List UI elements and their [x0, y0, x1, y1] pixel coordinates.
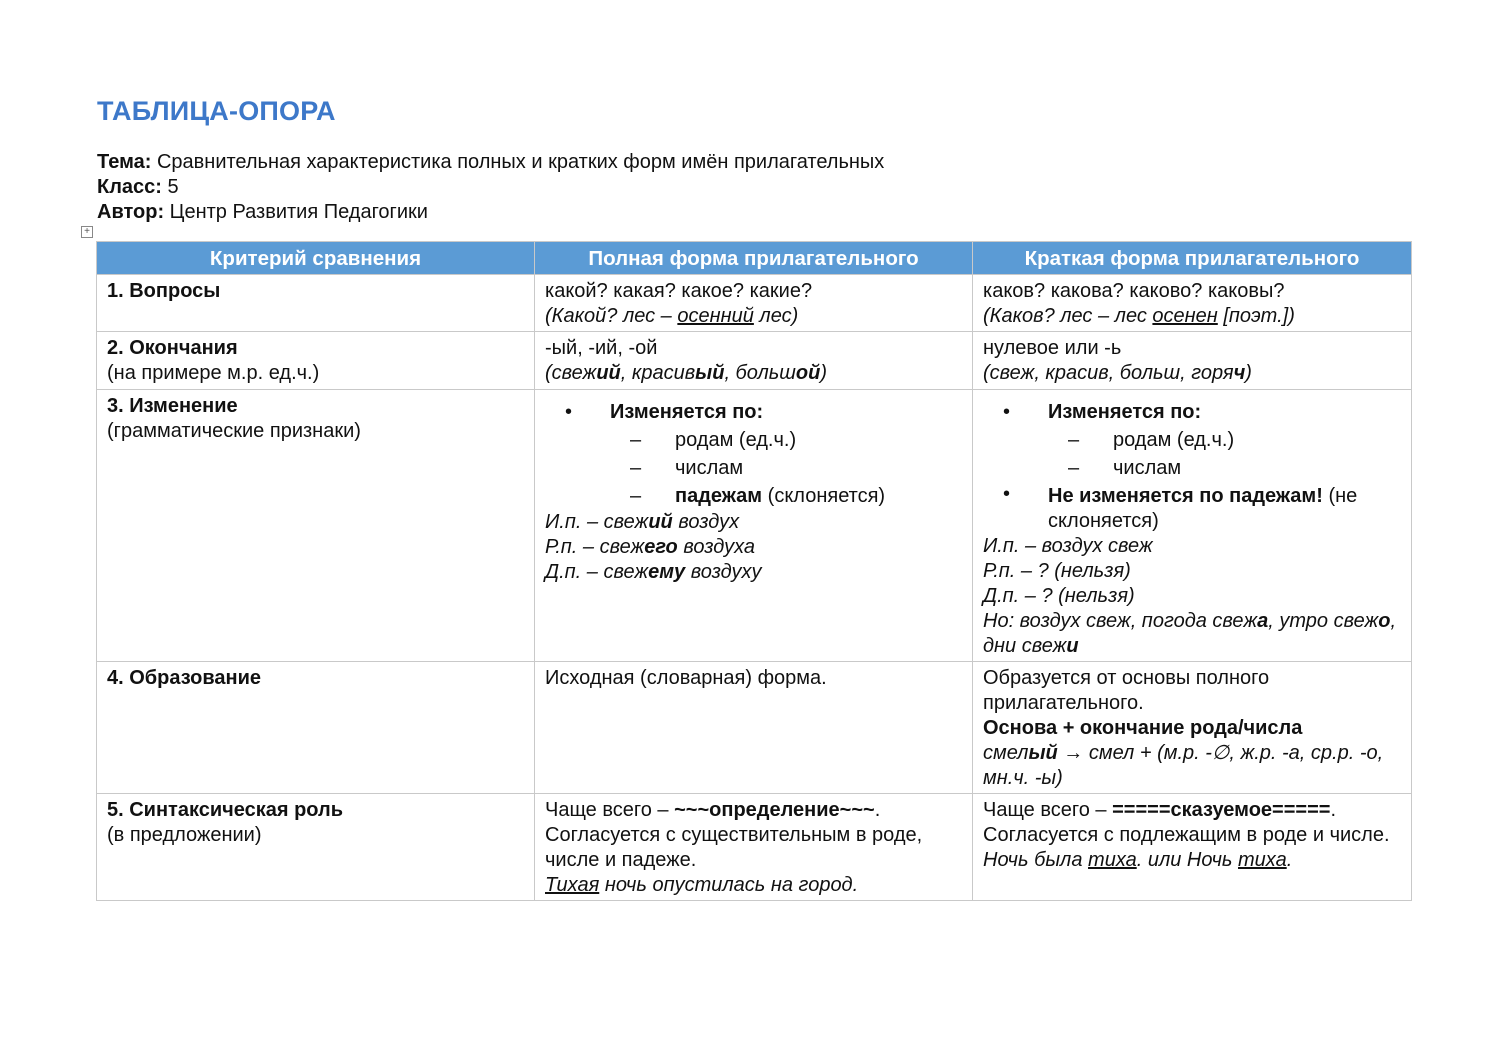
role-text: Чаще всего –	[983, 799, 1113, 821]
criterion-subtitle: (на примере м.р. ед.ч.)	[107, 362, 320, 384]
full-change-list	[545, 398, 962, 510]
segment-bold: о	[1378, 610, 1391, 632]
short-agreement: Согласуется с подлежащим в роде и числе.	[983, 824, 1390, 846]
full-form-cell	[535, 794, 973, 901]
meta-author	[97, 200, 884, 225]
segment-text: , красив	[620, 362, 696, 384]
segment-text: И.п. – свеж	[545, 511, 649, 533]
segment-bold: ий	[648, 511, 673, 533]
example-text: .	[1286, 849, 1293, 871]
short-form-cell	[973, 662, 1412, 794]
table-header-row	[97, 242, 1412, 275]
example-text: (Каков? лес – лес	[983, 305, 1153, 327]
criterion-cell	[97, 794, 535, 901]
segment-bold: ой	[795, 362, 821, 384]
bullet-label: Изменяется по:	[610, 401, 764, 423]
criterion-cell	[97, 275, 535, 332]
short-change-sublist	[1048, 426, 1401, 482]
role-bold: =====сказуемое=====	[1112, 799, 1331, 821]
example-text: (Какой? лес –	[545, 305, 678, 327]
segment-text: Д.п. – свеж	[545, 561, 649, 583]
criterion-title: 4. Образование	[107, 667, 262, 689]
segment-text: → смел + (м.р. -∅, ж.р. -а, ср.р. -о, мн.ч. -ы)	[983, 742, 1384, 789]
table-row	[97, 662, 1412, 794]
short-role	[983, 798, 1401, 823]
segment-bold: его	[644, 536, 678, 558]
meta-topic-value: Сравнительная характеристика полных и кратких форм имён прилагательных	[151, 151, 885, 173]
example-underlined: тиха	[1238, 849, 1287, 871]
full-role	[545, 798, 962, 823]
criterion-title: 2. Окончания	[107, 337, 238, 359]
short-formation-rule: Основа + окончание рода/числа	[983, 717, 1303, 739]
segment-bold: и	[1066, 635, 1079, 657]
role-text: .	[874, 799, 881, 821]
example-text: лес)	[753, 305, 799, 327]
criterion-title: 5. Синтаксическая роль	[107, 799, 344, 821]
segment-bold: ий	[596, 362, 621, 384]
full-endings: -ый, -ий, -ой	[545, 337, 658, 359]
full-form-cell	[535, 275, 973, 332]
meta-topic-label: Тема:	[97, 151, 152, 173]
segment-text: , утро свеж	[1268, 610, 1379, 632]
short-case-example: Д.п. – ? (нельзя)	[983, 585, 1135, 607]
criterion-subtitle: (грамматические признаки)	[107, 420, 361, 442]
segment-text: )	[820, 362, 827, 384]
full-form-cell	[535, 662, 973, 794]
criterion-cell	[97, 390, 535, 662]
segment-bold: ему	[648, 561, 686, 583]
table-row	[97, 332, 1412, 390]
criterion-title: 1. Вопросы	[107, 280, 221, 302]
role-text: .	[1330, 799, 1337, 821]
table-row	[97, 794, 1412, 901]
example-bold: ч	[1233, 362, 1246, 384]
table-row	[97, 390, 1412, 662]
full-form-cell	[535, 390, 973, 662]
list-item	[545, 398, 962, 510]
short-form-cell	[973, 794, 1412, 901]
segment-text: Р.п. – свеж	[545, 536, 645, 558]
criterion-subtitle: (в предложении)	[107, 824, 262, 846]
criterion-title: 3. Изменение	[107, 395, 238, 417]
short-case-example: И.п. – воздух свеж	[983, 535, 1153, 557]
example-text: (свеж, красив, больш, горя	[983, 362, 1234, 384]
example-underlined: осенний	[677, 305, 754, 327]
short-example	[983, 361, 1401, 386]
role-bold: ~~~определение~~~	[674, 799, 875, 821]
example-text: ночь опустилась на город.	[599, 874, 859, 896]
example-text: )	[1245, 362, 1252, 384]
full-case-example	[545, 510, 962, 535]
meta-class-label: Класс:	[97, 176, 162, 198]
short-case-example: Р.п. – ? (нельзя)	[983, 560, 1131, 582]
bullet-label: Не изменяется по падежам!	[1048, 485, 1323, 507]
short-change-list	[983, 398, 1401, 534]
segment-bold: ый	[1028, 742, 1058, 764]
segment-bold: а	[1257, 610, 1269, 632]
header-full-form: Полная форма прилагательного	[535, 242, 973, 275]
segment-text: (свеж	[545, 362, 597, 384]
segment-text: воздуху	[685, 561, 762, 583]
meta-block	[97, 150, 884, 225]
header-short-form: Краткая форма прилагательного	[973, 242, 1412, 275]
full-case-example	[545, 535, 962, 560]
segment-text: Но: воздух свеж, погода свеж	[983, 610, 1258, 632]
full-questions: какой? какая? какое? какие?	[545, 280, 813, 302]
example-underlined: тиха	[1088, 849, 1137, 871]
full-formation: Исходная (словарная) форма.	[545, 667, 827, 689]
list-item	[983, 482, 1401, 534]
short-form-cell	[973, 332, 1412, 390]
short-form-cell	[973, 275, 1412, 332]
full-example	[545, 361, 962, 386]
full-example	[545, 304, 962, 329]
list-item	[983, 398, 1401, 482]
list-item: – родам (ед.ч.)	[1048, 426, 1401, 454]
page-title: ТАБЛИЦА-ОПОРА	[97, 96, 336, 126]
segment-text: смел	[983, 742, 1029, 764]
short-example	[983, 304, 1401, 329]
header-criterion: Критерий сравнения	[97, 242, 535, 275]
full-sentence-example	[545, 873, 962, 898]
meta-topic	[97, 150, 884, 175]
comparison-table	[96, 241, 1412, 901]
segment-bold: ый	[695, 362, 725, 384]
criterion-cell	[97, 662, 535, 794]
short-case-note	[983, 609, 1401, 659]
role-text: Чаще всего –	[545, 799, 675, 821]
short-endings: нулевое или -ь	[983, 337, 1122, 359]
table-row	[97, 275, 1412, 332]
example-underlined: Тихая	[545, 874, 600, 896]
full-case-example	[545, 560, 962, 585]
meta-author-label: Автор:	[97, 201, 165, 223]
example-underlined: осенен	[1152, 305, 1218, 327]
short-formation-text: Образуется от основы полного прилагательного.	[983, 667, 1270, 714]
meta-class-value: 5	[161, 176, 179, 198]
example-text: Ночь была	[983, 849, 1089, 871]
sublist-bold: падежам	[675, 485, 763, 507]
meta-author-value: Центр Развития Педагогики	[164, 201, 428, 223]
segment-text: , дни свеж	[983, 610, 1397, 657]
short-formation-example	[983, 741, 1401, 791]
example-text: [поэт.])	[1217, 305, 1295, 327]
full-change-sublist	[610, 426, 962, 510]
bullet-text: (не склоняется)	[1048, 485, 1358, 532]
table-move-handle-icon[interactable]: +	[81, 226, 93, 238]
list-item: – числам	[610, 454, 962, 482]
segment-text: воздух	[672, 511, 740, 533]
list-item: – числам	[1048, 454, 1401, 482]
list-item	[610, 482, 962, 510]
short-questions: каков? какова? каково? каковы?	[983, 280, 1285, 302]
short-form-cell	[973, 390, 1412, 662]
meta-class	[97, 175, 884, 200]
bullet-label: Изменяется по:	[1048, 401, 1202, 423]
short-sentence-example	[983, 848, 1401, 873]
list-item: – родам (ед.ч.)	[610, 426, 962, 454]
example-text: . или Ночь	[1136, 849, 1239, 871]
full-form-cell	[535, 332, 973, 390]
full-agreement: Согласуется с существительным в роде, числе и падеже.	[545, 824, 923, 871]
segment-text: , больш	[724, 362, 796, 384]
criterion-cell	[97, 332, 535, 390]
sublist-text: (склоняется)	[762, 485, 886, 507]
segment-text: воздуха	[677, 536, 756, 558]
